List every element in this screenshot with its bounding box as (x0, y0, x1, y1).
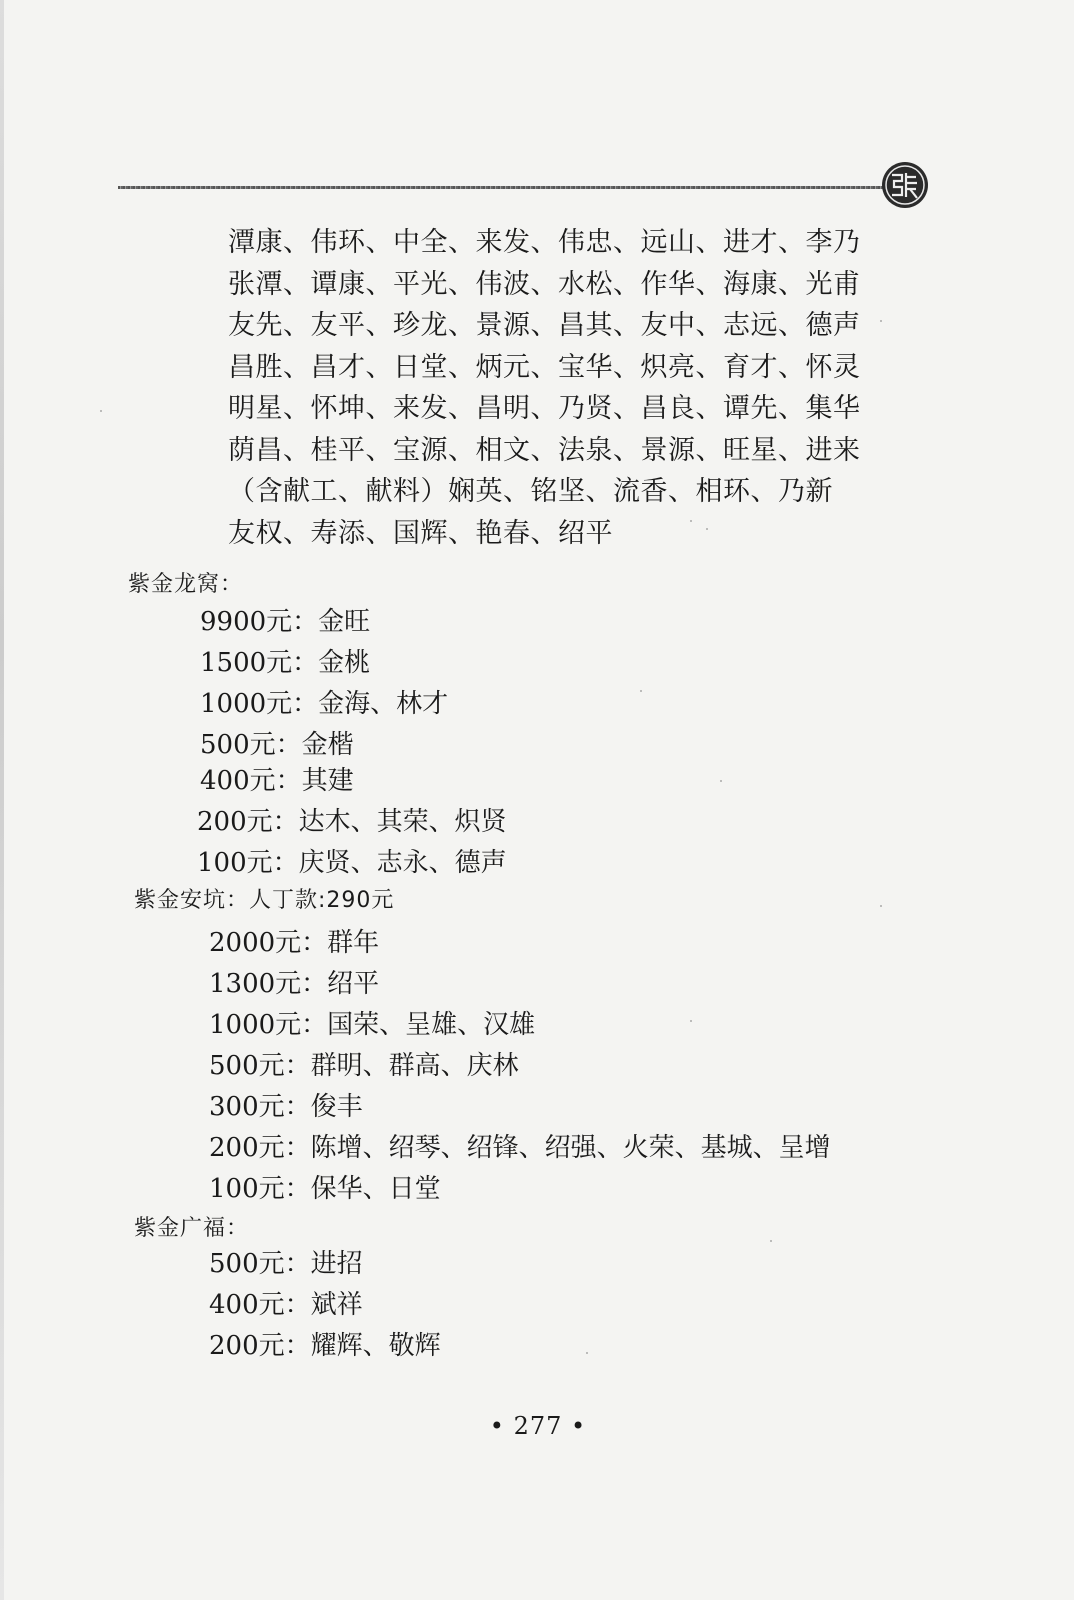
names-line: （含献工、献料）娴英、铭坚、流香、相环、乃新 (228, 476, 833, 507)
donation-entry (197, 846, 507, 880)
donor-names: 群年 (327, 928, 380, 958)
donation-amount: 2000元： (209, 928, 328, 958)
donation-entry (209, 1247, 363, 1281)
section-title-guangfu: 紫金广福： (134, 1216, 250, 1241)
scan-speck (690, 1020, 692, 1022)
donation-entry (209, 1008, 535, 1042)
donor-names: 陈增、绍琴、绍锋、绍强、火荣、基城、呈增 (310, 1133, 831, 1163)
donor-names: 达木、其荣、炽贤 (298, 807, 507, 837)
donation-amount: 300元： (209, 1092, 311, 1122)
donor-names: 金楷 (301, 730, 354, 760)
donation-entry (209, 1049, 519, 1083)
scan-speck (586, 1352, 588, 1354)
donor-names: 斌祥 (310, 1290, 363, 1320)
names-line: 张潭、谭康、平光、伟波、水松、作华、海康、光甫 (228, 268, 861, 300)
donor-names: 保华、日堂 (310, 1174, 441, 1204)
donor-names: 耀辉、敬辉 (310, 1331, 441, 1361)
donor-names: 金海、林才 (318, 689, 449, 719)
donation-amount: 200元： (209, 1133, 311, 1163)
donation-amount: 200元： (197, 807, 299, 837)
donation-amount: 1300元： (209, 969, 328, 999)
donor-names: 进招 (310, 1249, 363, 1279)
donation-entry (209, 926, 379, 960)
donation-amount: 100元： (209, 1174, 311, 1204)
section-title-longwo: 紫金龙窝： (128, 572, 244, 597)
donation-amount: 500元： (209, 1249, 311, 1279)
donor-names: 俊丰 (310, 1092, 363, 1122)
page-left-edge-shadow (0, 0, 4, 1600)
donation-entry (200, 764, 354, 798)
scan-speck (880, 905, 882, 907)
donor-names: 金桃 (318, 648, 371, 678)
donation-entry (209, 1090, 363, 1124)
section-title-ankeng: 紫金安坑：人丁款:290元 (134, 888, 395, 913)
scan-speck (640, 690, 642, 692)
donor-names: 庆贤、志永、德声 (298, 848, 507, 878)
page-number: • 277 • (489, 1412, 587, 1440)
donor-names: 其建 (301, 766, 354, 796)
scan-speck (706, 528, 708, 530)
donation-entry (200, 687, 448, 721)
names-line: 潭康、伟环、中全、来发、伟忠、远山、进才、李乃 (228, 227, 861, 258)
donation-entry (200, 646, 370, 680)
donor-names-block (228, 222, 888, 554)
scan-speck (100, 410, 102, 412)
zhang-seal-icon (880, 160, 930, 210)
donor-names: 金旺 (318, 607, 371, 637)
scan-speck (690, 520, 692, 522)
donation-entry (200, 605, 370, 639)
donation-entry (209, 1131, 831, 1165)
names-line: 友权、寿添、国辉、艳春、绍平 (228, 517, 613, 549)
names-line: 荫昌、桂平、宝源、相文、法泉、景源、旺星、进来 (228, 434, 861, 466)
names-line: 友先、友平、珍龙、景源、昌其、友中、志远、德声 (228, 310, 861, 341)
donation-amount: 400元： (200, 766, 302, 796)
donation-entry (200, 728, 354, 762)
donation-amount: 400元： (209, 1290, 311, 1320)
names-line: 明星、怀坤、来发、昌明、乃贤、昌良、谭先、集华 (228, 393, 861, 424)
names-line: 昌胜、昌才、日堂、炳元、宝华、炽亮、育才、怀灵 (228, 351, 861, 383)
donation-amount: 200元： (209, 1331, 311, 1361)
donation-amount: 1000元： (209, 1010, 328, 1040)
donation-amount: 9900元： (200, 607, 319, 637)
donor-names: 国荣、呈雄、汉雄 (327, 1010, 536, 1040)
donor-names: 群明、群高、庆林 (310, 1051, 519, 1081)
donation-amount: 500元： (200, 730, 302, 760)
scan-speck (720, 780, 722, 782)
scan-speck (770, 1240, 772, 1242)
donation-amount: 500元： (209, 1051, 311, 1081)
donation-entry (209, 1288, 363, 1322)
header-rule (118, 186, 888, 189)
donation-amount: 100元： (197, 848, 299, 878)
donation-amount: 1500元： (200, 648, 319, 678)
scan-speck (880, 320, 882, 322)
donation-entry (209, 1329, 441, 1363)
donor-names: 绍平 (327, 969, 380, 999)
donation-entry (209, 1172, 441, 1206)
donation-entry (197, 805, 507, 839)
donation-amount: 1000元： (200, 689, 319, 719)
donation-entry (209, 967, 379, 1001)
